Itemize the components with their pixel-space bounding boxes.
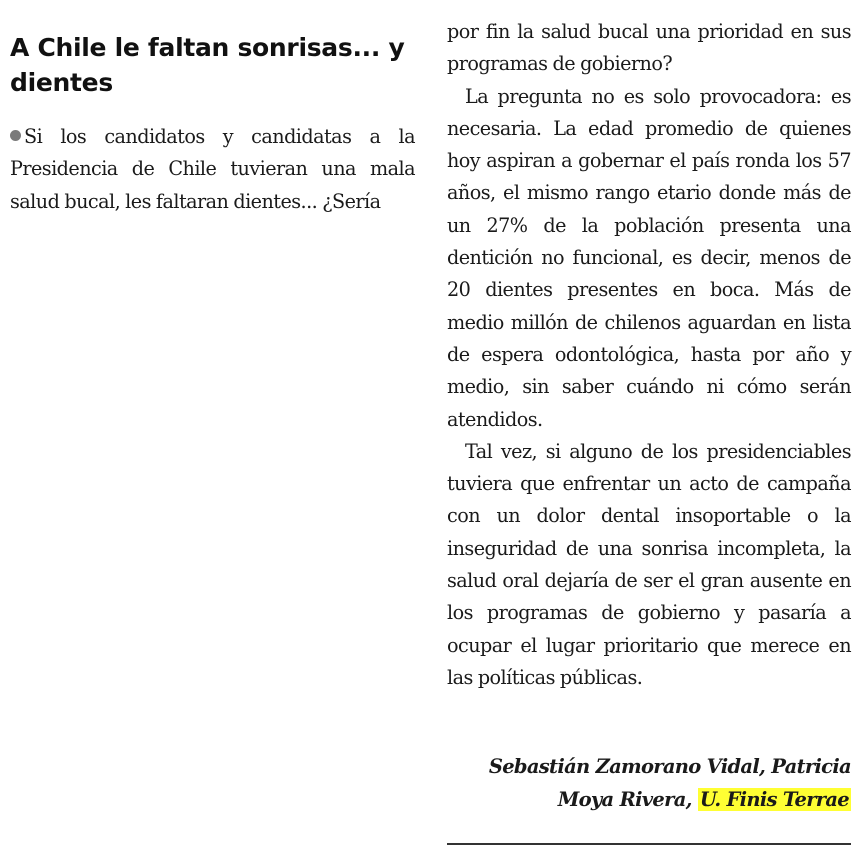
lead-paragraph-start — [10, 121, 415, 218]
right-column — [447, 16, 851, 816]
signature-authors: Sebastián Zamorano Vidal, Patricia Moya Rivera, — [488, 755, 851, 812]
paragraph-3: Tal vez, si alguno de los presidenciables tuviera que enfrentar un acto de campaña con un dolor dental insoportable o la inseguridad de una sonrisa incompleta, la salud oral dejaría de ser el gran ausente en los programas de gobierno y pasaría a ocupar el lugar prioritario que merece en las políticas públicas. — [447, 439, 851, 689]
bottom-divider — [447, 843, 851, 845]
signature — [447, 750, 851, 816]
lead-paragraph-continued: por fin la salud bucal una prioridad en sus programas de gobierno? — [447, 20, 851, 76]
paragraph-2: La pregunta no es solo provocadora: es necesaria. La edad promedio de quienes hoy aspiran a gobernar el país ronda los 57 años, el mismo rango etario donde más de un 27% de la población presenta una dentición no funcional, es decir, menos de 20 dientes presentes en boca. Más de medio millón de chilenos aguardan en lista de espera odontológica, hasta por año y medio, sin saber cuándo ni cómo serán atendidos. — [447, 84, 851, 431]
bullet-icon — [10, 130, 21, 141]
headline: A Chile le faltan sonrisas... y dientes — [10, 33, 405, 97]
lead-text-part-1: Si los candidatos y candidatas a la Presidencia de Chile tuvieran una mala salud bucal, les faltaran dientes... ¿Sería — [10, 125, 415, 213]
signature-institution: U. Finis Terrae — [699, 788, 849, 812]
left-column — [10, 30, 415, 218]
